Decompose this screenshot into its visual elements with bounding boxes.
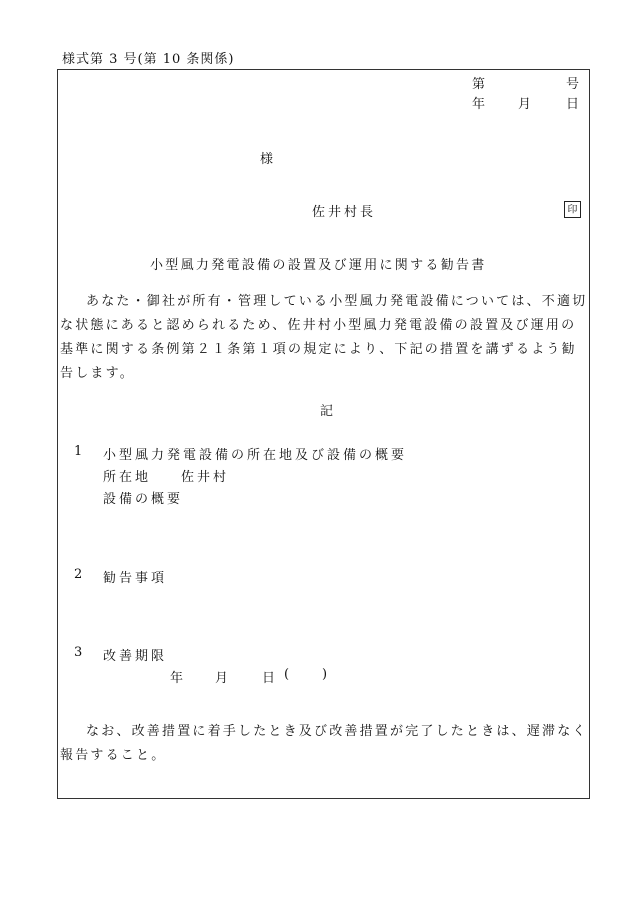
date-year: 年	[472, 97, 486, 112]
document-frame	[57, 69, 590, 799]
form-label: 様式第 3 号(第 10 条関係)	[62, 52, 235, 67]
seal-stamp: 印	[564, 201, 581, 218]
item1-location-value: 佐井村	[181, 470, 230, 485]
sender-name: 佐井村長	[312, 205, 377, 220]
ki-label: 記	[320, 404, 334, 419]
item3-number: 3	[74, 645, 83, 660]
date-day: 日	[566, 97, 580, 112]
item1-heading: 小型風力発電設備の所在地及び設備の概要	[103, 448, 408, 463]
closing-paragraph: なお、改善措置に着手したとき及び改善措置が完了したときは、遅滞なく報告すること。	[60, 724, 588, 763]
item1-location-label: 所在地	[103, 470, 152, 485]
addressee-sama: 様	[260, 152, 274, 167]
item1-overview-label: 設備の概要	[103, 492, 184, 507]
number-suffix: 号	[566, 77, 580, 92]
number-prefix: 第	[472, 77, 486, 92]
item1-number: 1	[74, 444, 83, 459]
item3-year: 年	[170, 671, 184, 686]
item3-day: 日	[262, 671, 276, 686]
item3-paren-close: )	[322, 667, 328, 682]
item3-heading: 改善期限	[103, 649, 168, 664]
body-paragraph: あなた・御社が所有・管理している小型風力発電設備については、不適切な状態にあると認められるため、佐井村小型風力発電設備の設置及び運用の基準に関する条例第２１条第１項の規定により、下記の措置を講ずるよう勧告します。	[60, 294, 588, 381]
document-title: 小型風力発電設備の設置及び運用に関する勧告書	[150, 258, 487, 273]
date-month: 月	[518, 97, 532, 112]
item3-month: 月	[215, 671, 229, 686]
item2-number: 2	[74, 567, 83, 582]
item2-heading: 勧告事項	[103, 571, 168, 586]
item3-paren-open: (	[284, 667, 290, 682]
